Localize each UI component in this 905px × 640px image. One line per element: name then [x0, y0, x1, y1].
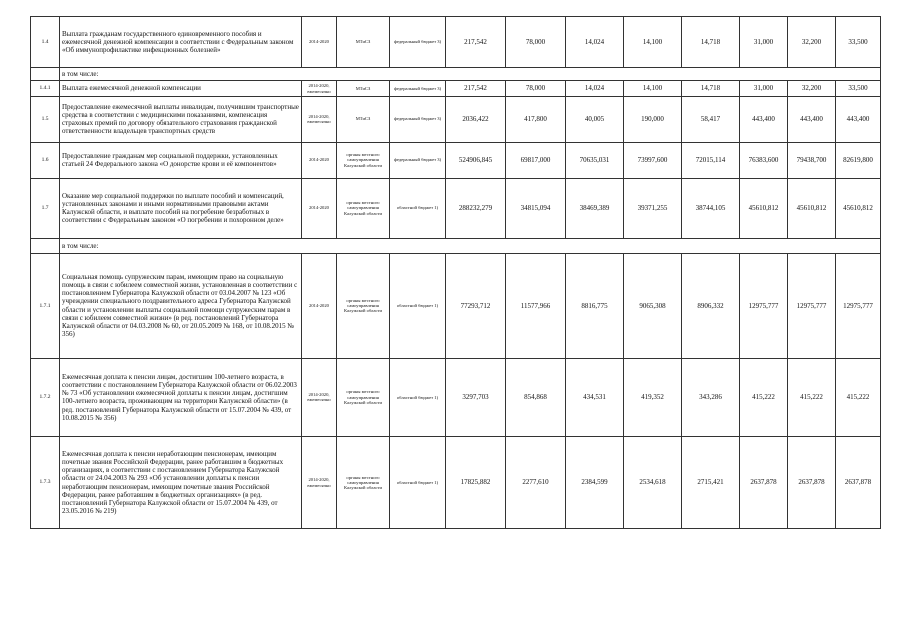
row-description: Социальная помощь супружеским парам, имеющим право на социальную помощь в связи с юбилеем совместной жизни, установленная в соответствии с постановлением Губернатора Калужской области от 03.04.2007 № 123 «Об учреждении специального поздравительного адреса Губернатора Калужской области и установлении выплаты социальной помощи супружеским парам в связи с юбилеем совместной жизни» (в ред. постановлений Губернатора Калужской области от 04.03.2008 № 60, от 20.05.2009 № 168, от 10.08.2015 № 356): [60, 253, 302, 358]
row-year-value-2: 2384,599: [566, 437, 624, 529]
row-year-value-7: 12975,777: [836, 253, 881, 358]
row-funding-source: федеральный бюджет 3): [390, 96, 446, 142]
row-year-value-3: 190,000: [624, 96, 682, 142]
row-year-value-6: 32,200: [788, 81, 836, 96]
row-total: 288232,279: [446, 178, 506, 238]
row-year-value-2: 70635,031: [566, 142, 624, 178]
row-year-value-1: 69817,000: [506, 142, 566, 178]
row-executor: МТиСЗ: [337, 17, 390, 68]
row-year-value-5: 12975,777: [740, 253, 788, 358]
row-executor: органы местного самоуправления Калужской области: [337, 178, 390, 238]
row-year-value-2: 434,531: [566, 358, 624, 437]
row-year-value-7: 33,500: [836, 81, 881, 96]
row-year-value-6: 443,400: [788, 96, 836, 142]
row-year-value-1: 78,000: [506, 81, 566, 96]
row-period: 2014-2020: [302, 142, 337, 178]
row-year-value-5: 31,000: [740, 17, 788, 68]
row-description: Оказание мер социальной поддержки по выплате пособий и компенсаций, установленных законами и иными нормативными правовыми актами Калужской области, и выплате пособий на погребение безработных в соответствии с Федеральным законом «О погребении и похоронном деле»: [60, 178, 302, 238]
row-year-value-5: 31,000: [740, 81, 788, 96]
table-row: [31, 437, 881, 529]
row-year-value-4: 8906,332: [682, 253, 740, 358]
row-number: 1.7.3: [31, 437, 60, 529]
row-year-value-7: 45610,812: [836, 178, 881, 238]
table-row: [31, 81, 881, 96]
row-year-value-6: 415,222: [788, 358, 836, 437]
row-period: 2014-2020: [302, 253, 337, 358]
row-number: 1.7: [31, 178, 60, 238]
row-year-value-3: 419,352: [624, 358, 682, 437]
row-year-value-1: 2277,610: [506, 437, 566, 529]
row-funding-source: федеральный бюджет 3): [390, 81, 446, 96]
row-funding-source: областной бюджет 1): [390, 358, 446, 437]
row-year-value-5: 415,222: [740, 358, 788, 437]
row-year-value-4: 343,286: [682, 358, 740, 437]
row-year-value-7: 443,400: [836, 96, 881, 142]
table-row: [31, 142, 881, 178]
row-executor: органы местного самоуправления Калужской области: [337, 142, 390, 178]
row-period: 2014-2020, ежемесячно: [302, 358, 337, 437]
subheader-row: [31, 68, 881, 81]
row-executor: МТиСЗ: [337, 81, 390, 96]
row-year-value-1: 78,000: [506, 17, 566, 68]
row-period: 2014-2020, ежемесячно: [302, 96, 337, 142]
row-year-value-3: 39371,255: [624, 178, 682, 238]
row-year-value-5: 45610,812: [740, 178, 788, 238]
row-year-value-6: 12975,777: [788, 253, 836, 358]
row-year-value-7: 2637,878: [836, 437, 881, 529]
row-number: 1.6: [31, 142, 60, 178]
row-funding-source: областной бюджет 1): [390, 178, 446, 238]
row-total: 217,542: [446, 17, 506, 68]
row-number: 1.7.1: [31, 253, 60, 358]
row-executor: органы местного самоуправления Калужской области: [337, 437, 390, 529]
budget-table: [30, 16, 881, 529]
row-year-value-4: 58,417: [682, 96, 740, 142]
row-total: 3297,703: [446, 358, 506, 437]
row-year-value-3: 2534,618: [624, 437, 682, 529]
row-number-cell: [31, 238, 60, 253]
row-funding-source: областной бюджет 1): [390, 253, 446, 358]
row-year-value-7: 82619,800: [836, 142, 881, 178]
row-year-value-7: 33,500: [836, 17, 881, 68]
row-year-value-1: 417,800: [506, 96, 566, 142]
row-year-value-6: 79438,700: [788, 142, 836, 178]
row-year-value-6: 2637,878: [788, 437, 836, 529]
row-year-value-4: 14,718: [682, 17, 740, 68]
row-year-value-1: 11577,966: [506, 253, 566, 358]
row-year-value-1: 854,868: [506, 358, 566, 437]
subheader-label: в том числе:: [60, 68, 881, 81]
row-year-value-2: 8816,775: [566, 253, 624, 358]
row-description: Предоставление гражданам мер социальной поддержки, установленных статьей 24 Федерального закона «О донорстве крови и её компонентов»: [60, 142, 302, 178]
row-year-value-2: 40,005: [566, 96, 624, 142]
table-row: [31, 17, 881, 68]
row-total: 17825,882: [446, 437, 506, 529]
row-funding-source: областной бюджет 1): [390, 437, 446, 529]
row-total: 2036,422: [446, 96, 506, 142]
table-row: [31, 253, 881, 358]
row-total: 77293,712: [446, 253, 506, 358]
row-year-value-4: 72015,114: [682, 142, 740, 178]
row-year-value-3: 9065,308: [624, 253, 682, 358]
row-number: 1.4.1: [31, 81, 60, 96]
row-funding-source: федеральный бюджет 3): [390, 17, 446, 68]
table-row: [31, 358, 881, 437]
row-description: Предоставление ежемесячной выплаты инвалидам, получившим транспортные средства в соответствии с медицинскими показаниями, компенсация страховых премий по договору обязательного страхования гражданской ответственности владельцев транспортных средств: [60, 96, 302, 142]
row-executor: органы местного самоуправления Калужской области: [337, 358, 390, 437]
row-number-cell: [31, 68, 60, 81]
row-year-value-3: 14,100: [624, 81, 682, 96]
row-executor: органы местного самоуправления Калужской области: [337, 253, 390, 358]
row-year-value-4: 38744,105: [682, 178, 740, 238]
row-year-value-5: 2637,878: [740, 437, 788, 529]
row-total: 524906,845: [446, 142, 506, 178]
row-total: 217,542: [446, 81, 506, 96]
row-description: Ежемесячная доплата к пенсии лицам, достигшим 100-летнего возраста, в соответствии с постановлением Губернатора Калужской области от 06.02.2003 № 73 «Об установлении ежемесячной доплаты к пенсии лицам, достигшим 100-летнего возраста, проживающим на территории Калужской области» (в ред. постановлений Губернатора Калужской области от 15.07.2004 № 439, от 10.08.2015 № 356): [60, 358, 302, 437]
row-year-value-5: 76383,600: [740, 142, 788, 178]
row-number: 1.5: [31, 96, 60, 142]
row-year-value-3: 14,100: [624, 17, 682, 68]
row-year-value-5: 443,400: [740, 96, 788, 142]
subheader-label: в том числе:: [60, 238, 881, 253]
row-description: Ежемесячная доплата к пенсии неработающим пенсионерам, имеющим почетные звания Российской Федерации, ранее работавшим в бюджетных организациях, в соответствии с постановлением Губернатора Калужской области от 24.04.2003 № 293 «Об установлении доплаты к пенсии неработающим пенсионерам, имеющим почетные звания Российской Федерации, ранее работавшим в бюджетных организациях» (в ред. постановлений Губернатора Калужской области от 15.07.2004 № 439, от 23.05.2016 № 219): [60, 437, 302, 529]
row-year-value-4: 2715,421: [682, 437, 740, 529]
row-period: 2014-2020, ежемесячно: [302, 437, 337, 529]
row-year-value-3: 73997,600: [624, 142, 682, 178]
row-period: 2014-2020, ежемесячно: [302, 81, 337, 96]
row-number: 1.4: [31, 17, 60, 68]
row-year-value-2: 14,024: [566, 17, 624, 68]
subheader-row: [31, 238, 881, 253]
row-description: Выплата ежемесячной денежной компенсации: [60, 81, 302, 96]
row-period: 2014-2020: [302, 17, 337, 68]
row-number: 1.7.2: [31, 358, 60, 437]
row-year-value-4: 14,718: [682, 81, 740, 96]
row-year-value-2: 38469,389: [566, 178, 624, 238]
row-year-value-2: 14,024: [566, 81, 624, 96]
row-funding-source: федеральный бюджет 3): [390, 142, 446, 178]
row-description: Выплата гражданам государственного единовременного пособия и ежемесячной денежной компенсации в соответствии с Федеральным законом «Об иммунопрофилактике инфекционных болезней»: [60, 17, 302, 68]
row-year-value-6: 45610,812: [788, 178, 836, 238]
row-executor: МТиСЗ: [337, 96, 390, 142]
row-year-value-1: 34815,094: [506, 178, 566, 238]
table-row: [31, 96, 881, 142]
row-period: 2014-2020: [302, 178, 337, 238]
row-year-value-6: 32,200: [788, 17, 836, 68]
table-row: [31, 178, 881, 238]
row-year-value-7: 415,222: [836, 358, 881, 437]
